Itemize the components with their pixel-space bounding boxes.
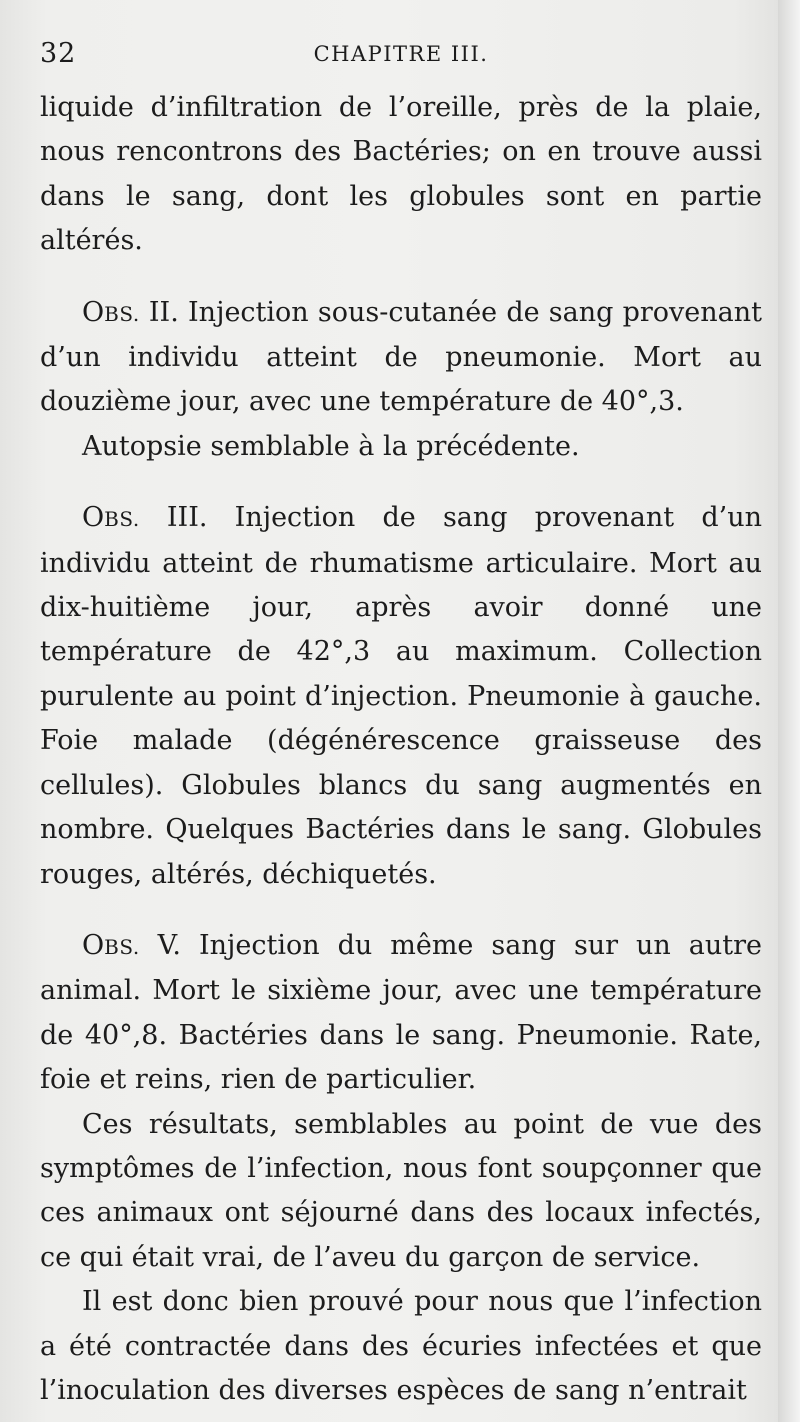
observation-2 [40,291,762,425]
observation-numeral: II. [148,296,179,328]
paragraph-text: Autopsie semblable à la précédente. [82,430,580,462]
observation-5 [40,924,762,1103]
observation-numeral: V. [157,929,182,961]
observation-label: OBS. [82,929,140,961]
paragraph-continuation [40,86,762,264]
paragraph-gap [40,469,762,496]
paragraph-text: liquide d’infiltration de l’oreille, près de la plaie, nous rencontrons des Bactéries; on en trouve aussi dans le sang, dont les globules sont en partie altérés. [40,92,762,257]
observation-label: OBS. [82,502,140,534]
paragraph-autopsy [40,425,762,469]
paragraph-results [40,1103,762,1281]
running-head: CHAPITRE III. [313,42,489,66]
paragraph-conclusion [40,1280,762,1413]
paragraph-text: Injection sous-cutanée de sang provenant d’un individu atteint de pneumonie. Mort au douzième jour, avec une température de 40°,3. [40,296,763,418]
page-header [40,38,762,78]
page-number: 32 [40,38,77,69]
paragraph-text: Injection de sang provenant d’un individu atteint de rhumatisme articulaire. Mort au dix-huitième jour, après avoir donné une température de 42°,3 au maximum. Collection purulente au point d’injection. Pneumonie à gauche. Foie malade (dégénérescence graisseuse des cellules). Globules blancs du sang augmentés en nombre. Quelques Bactéries dans le sang. Globules rouges, altérés, déchiquetés. [40,502,762,890]
observation-numeral: III. [166,502,208,534]
paragraph-text: Il est donc bien prouvé pour nous que l’infection a été contractée dans des écuries infectées et que l’inoculation des diverses espèces de sang n’entrait [40,1286,762,1406]
page-edge-shadow [778,0,800,1422]
paragraph-gap [40,264,762,291]
paragraph-gap [40,897,762,924]
observation-label: OBS. [82,296,140,328]
observation-3 [40,496,762,897]
body-text [40,86,762,1413]
paragraph-text: Ces résultats, semblables au point de vue des symptômes de l’infection, nous font soupçonner que ces animaux ont séjourné dans des locaux infectés, ce qui était vrai, de l’aveu du garçon de service. [40,1108,762,1273]
paragraph-text: Injection du même sang sur un autre animal. Mort le sixième jour, avec une température de 40°,8. Bactéries dans le sang. Pneumonie. Rate, foie et reins, rien de particulier. [40,929,763,1096]
